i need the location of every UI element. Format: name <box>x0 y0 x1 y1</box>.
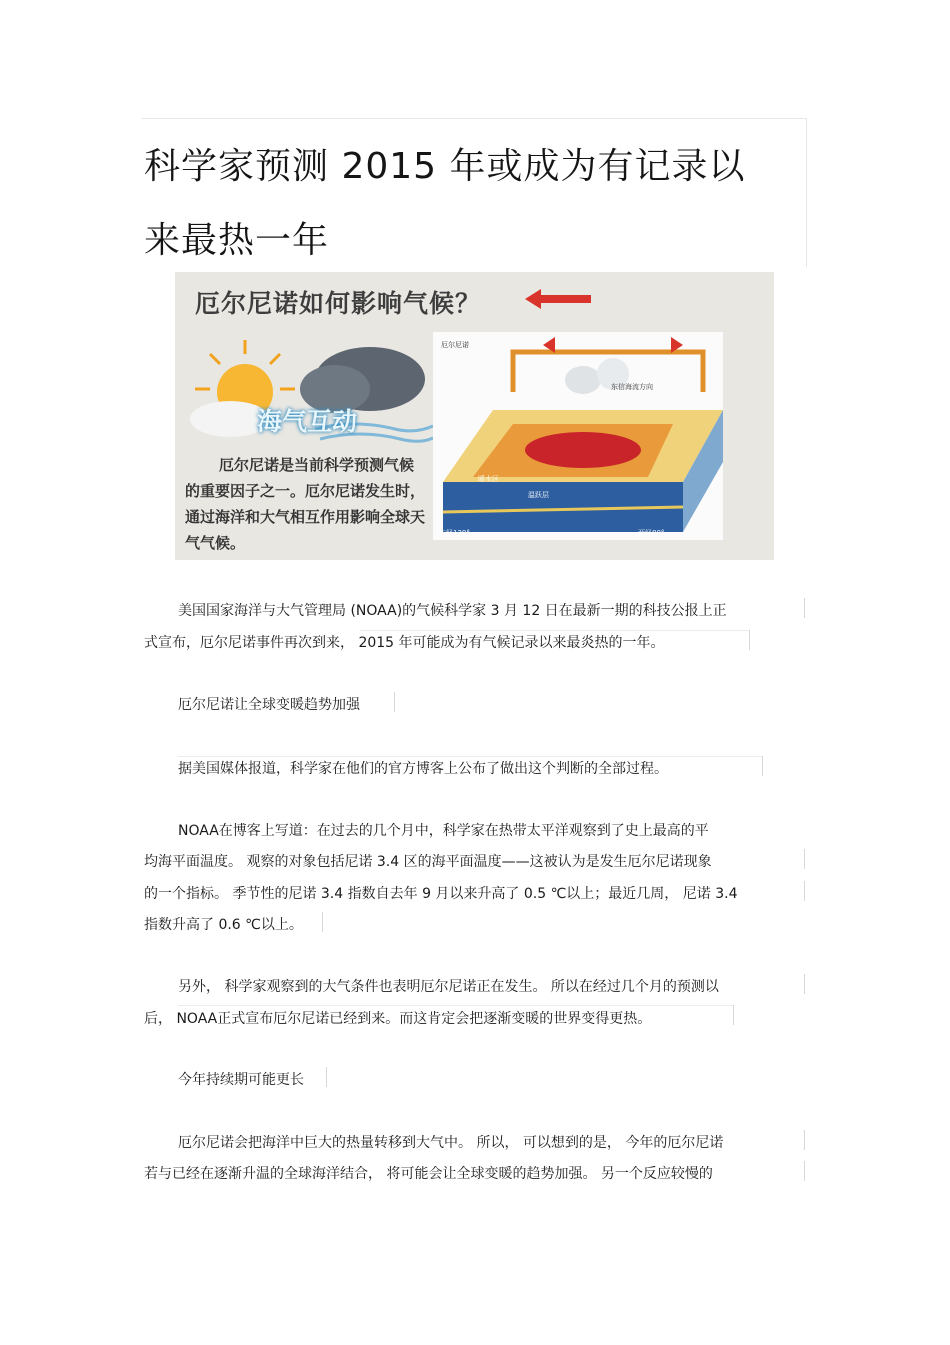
panel-layer-warm: 暖水区 <box>478 475 499 483</box>
line-rule <box>178 756 762 757</box>
line-divider <box>804 974 805 994</box>
el-nino-infographic <box>175 272 774 560</box>
line-divider <box>762 756 763 776</box>
line-divider <box>804 849 805 869</box>
panel-title: 厄尔尼诺 <box>441 341 469 349</box>
paragraph-4-line-2: 后， NOAA正式宣布厄尔尼诺已经到来。而这肯定会把逐渐变暖的世界变得更热。 <box>144 1011 652 1027</box>
panel-lon-left: 东经120° <box>439 529 470 537</box>
section-heading-2: 今年持续期可能更长 <box>178 1072 304 1088</box>
panel-lon-right: 西经80° <box>638 529 665 537</box>
ocean-cross-section-diagram <box>433 332 723 540</box>
page-title-line-2: 来最热一年 <box>144 220 330 261</box>
panel-layer-thermocline: 温跃层 <box>528 491 549 499</box>
line-rule <box>360 630 750 631</box>
line-divider <box>394 692 395 712</box>
paragraph-1-line-1: 美国国家海洋与大气管理局 (NOAA)的气候科学家 3 月 12 日在最新一期的科技公报上正 <box>178 603 727 619</box>
line-rule <box>178 1005 733 1006</box>
section-heading-1: 厄尔尼诺让全球变暖趋势加强 <box>178 697 360 713</box>
line-divider <box>804 598 805 618</box>
figure-heading: 厄尔尼诺如何影响气候？ <box>195 289 482 318</box>
panel-arrow-label: 东信海流方向 <box>611 383 653 391</box>
figure-caption: 厄尔尼诺是当前科学预测气候的重要因子之一。厄尔尼诺发生时，通过海洋和大气相互作用影响全球天气气候。 <box>185 456 426 552</box>
line-divider <box>804 1130 805 1150</box>
paragraph-3-line-4: 指数升高了 0.6 ℃以上。 <box>144 917 303 933</box>
paragraph-3-line-3: 的一个指标。 季节性的尼诺 3.4 指数自去年 9 月以来升高了 0.5 ℃以上；最近几周， 尼诺 3.4 <box>144 886 738 902</box>
paragraph-5-line-1: 厄尔尼诺会把海洋中巨大的热量转移到大气中。 所以， 可以想到的是， 今年的厄尔尼诺 <box>178 1135 724 1151</box>
line-divider <box>733 1005 734 1025</box>
line-divider <box>322 912 323 932</box>
paragraph-2: 据美国媒体报道，科学家在他们的官方博客上公布了做出这个判断的全部过程。 <box>178 761 668 777</box>
line-divider <box>804 881 805 901</box>
paragraph-3-line-2: 均海平面温度。 观察的对象包括尼诺 3.4 区的海平面温度——这被认为是发生厄尔尼诺现象 <box>144 854 712 870</box>
ocean-diagram-panel <box>433 332 723 540</box>
paragraph-4-line-1: 另外， 科学家观察到的大气条件也表明厄尔尼诺正在发生。 所以在经过几个月的预测以 <box>178 979 719 995</box>
paragraph-5-line-2: 若与已经在逐渐升温的全球海洋结合， 将可能会让全球变暖的趋势加强。 另一个反应较慢的 <box>144 1166 713 1182</box>
figure-label-ocean-atmosphere: 海气互动 <box>257 407 358 436</box>
paragraph-1-line-2: 式宣布，厄尔尼诺事件再次到来， 2015 年可能成为有气候记录以来最炎热的一年。 <box>144 635 665 651</box>
paragraph-3-line-1: NOAA在博客上写道：在过去的几个月中，科学家在热带太平洋观察到了史上最高的平 <box>178 823 709 839</box>
line-divider <box>326 1067 327 1087</box>
line-divider <box>749 630 750 650</box>
line-divider <box>804 1161 805 1181</box>
page-title-line-1: 科学家预测 2015 年或成为有记录以 <box>144 146 746 187</box>
red-arrow-icon <box>525 287 595 311</box>
